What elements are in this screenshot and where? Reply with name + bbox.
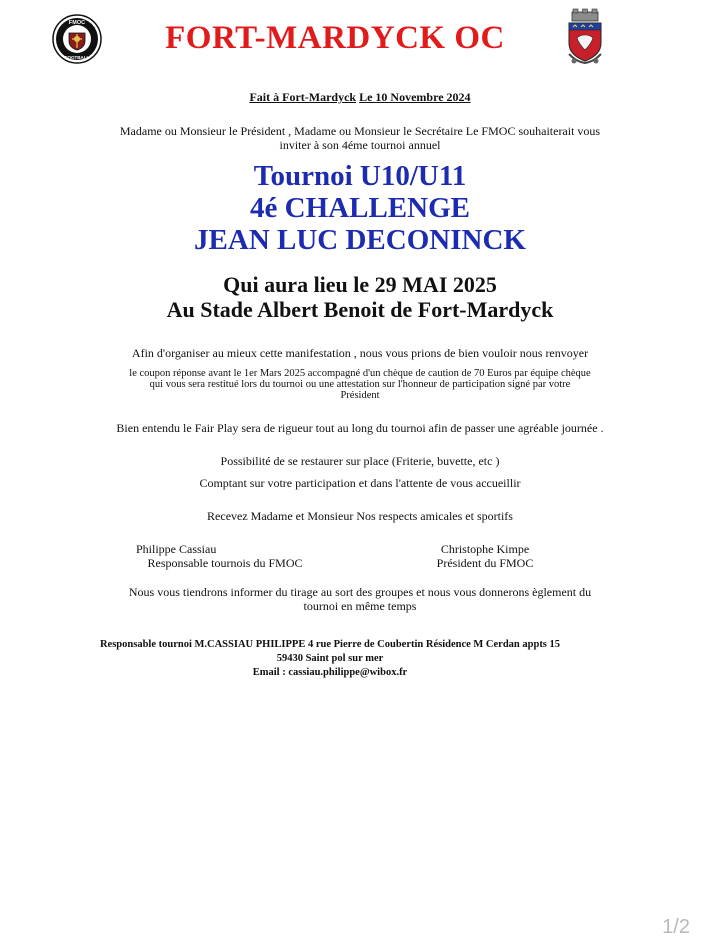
intro-paragraph	[30, 124, 690, 152]
signature-right	[380, 542, 590, 570]
club-crest-icon	[52, 14, 102, 64]
contact-block	[30, 638, 630, 680]
date-day: Le 10 Novembre 2024	[359, 90, 471, 104]
svg-text:FOOTBALL: FOOTBALL	[64, 55, 90, 60]
venue-date: Qui aura lieu le 29 MAI 2025	[223, 272, 497, 297]
venue-block	[0, 272, 720, 322]
contact-email: Email : cassiau.philippe@wibox.fr	[252, 667, 408, 678]
signature-left-role: Responsable tournois du FMOC	[147, 556, 303, 570]
signature-left	[110, 542, 340, 570]
date-place: Fait à Fort-Mardyck	[249, 90, 357, 104]
page-indicator: 1/2	[662, 916, 690, 938]
signature-left-name: Philippe Cassiau	[136, 542, 217, 556]
coupon-paragraph	[30, 368, 690, 401]
svg-text:FMOC: FMOC	[68, 20, 86, 26]
draw-info-paragraph	[30, 585, 690, 613]
club-title: FORT-MARDYCK OC	[165, 20, 505, 56]
greeting-paragraph: Recevez Madame et Monsieur Nos respects amicales et sportifs	[207, 509, 513, 523]
coupon-line: qui vous sera restitué lors du tournoi ou une attestation sur l'honneur de participation signé par votre	[149, 379, 571, 390]
coupon-line: Président	[340, 390, 380, 401]
venue-location: Au Stade Albert Benoit de Fort-Mardyck	[166, 297, 554, 322]
town-coat-of-arms-icon	[560, 8, 610, 70]
catering-paragraph: Possibilité de se restaurer sur place (Friterie, buvette, etc )	[220, 454, 500, 468]
draw-info-line: Nous vous tiendrons informer du tirage au sort des groupes et nous vous donnerons èglement du	[128, 585, 592, 599]
tournament-line-1: Tournoi U10/U11	[253, 160, 467, 192]
signature-right-name: Christophe Kimpe	[440, 542, 530, 556]
coupon-line: le coupon réponse avant le 1er Mars 2025 accompagné d'un chèque de caution de 70 Euros par équipe chèque	[129, 368, 591, 379]
intro-line: inviter à son 4éme tournoi annuel	[279, 138, 441, 152]
draw-info-line: tournoi en même temps	[303, 599, 417, 613]
tournament-line-2: 4é CHALLENGE	[250, 192, 470, 224]
contact-address: Responsable tournoi M.CASSIAU PHILIPPE 4 rue Pierre de Coubertin Résidence M Cerdan appts 15	[99, 639, 561, 650]
body-paragraph: Afin d'organiser au mieux cette manifestation , nous vous prions de bien vouloir nous renvoyer	[131, 346, 589, 360]
contact-city: 59430 Saint pol sur mer	[276, 653, 384, 664]
tournament-title	[0, 160, 720, 256]
fair-play-paragraph: Bien entendu le Fair Play sera de rigueur tout au long du tournoi afin de passer une agréable journée .	[116, 421, 604, 435]
signature-right-role: Président du FMOC	[436, 556, 534, 570]
intro-line: Madame ou Monsieur le Président , Madame ou Monsieur le Secrétaire Le FMOC souhaiterait vous	[119, 124, 601, 138]
date-line	[0, 90, 720, 105]
tournament-line-3: JEAN LUC DECONINCK	[194, 224, 526, 256]
participation-paragraph: Comptant sur votre participation et dans l'attente de vous accueillir	[199, 476, 521, 490]
